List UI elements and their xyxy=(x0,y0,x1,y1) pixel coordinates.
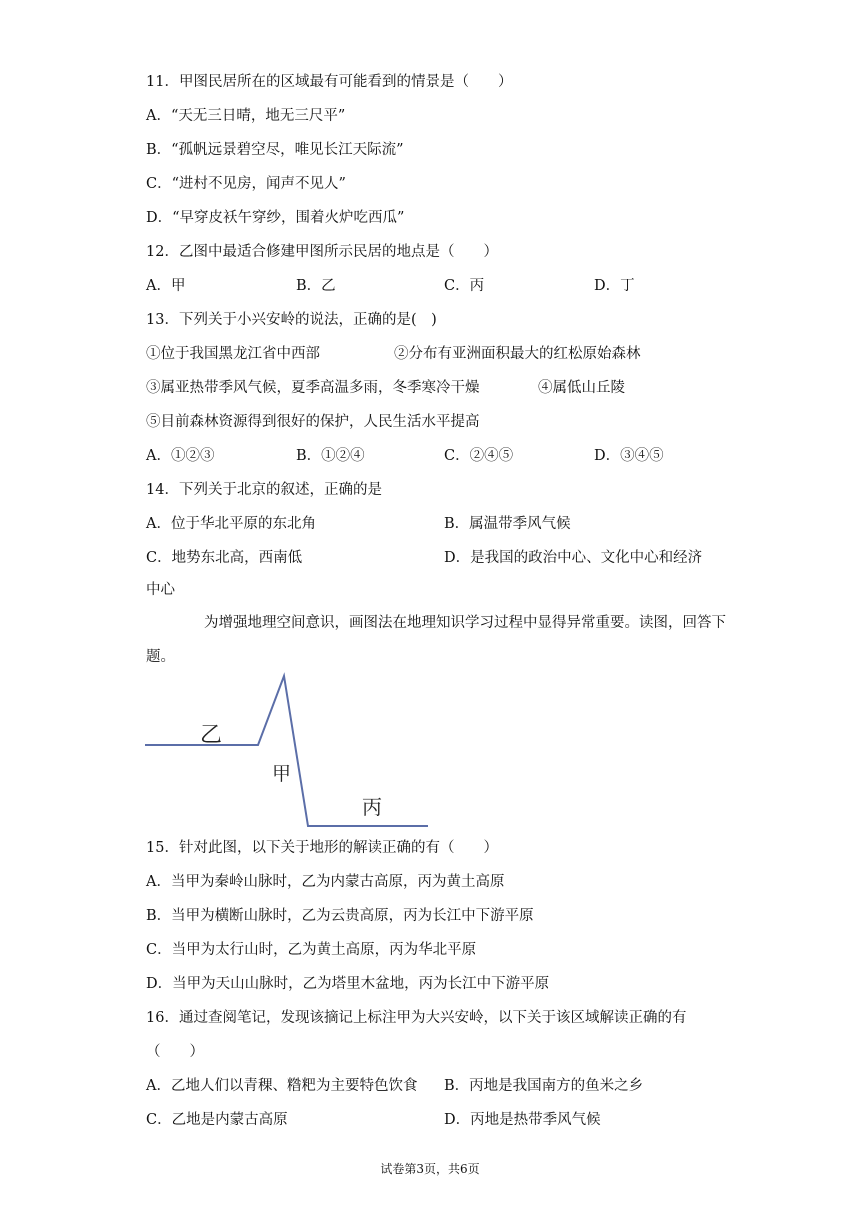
q14-option-b[interactable]: B．属温带季风气候 xyxy=(444,516,571,532)
q14-option-d[interactable]: D．是我国的政治中心、文化中心和经济 xyxy=(444,550,703,566)
q13-statement-3: ③属亚热带季风气候，夏季高温多雨，冬季寒冷干燥 xyxy=(146,380,480,396)
diagram-intro xyxy=(146,606,726,674)
label-bing: 丙 xyxy=(362,795,382,819)
q16-option-a[interactable]: A．乙地人们以青稞、糌粑为主要特色饮食 xyxy=(146,1078,418,1094)
q14-option-c[interactable]: C．地势东北高，西南低 xyxy=(146,550,303,566)
q14-stem: 14．下列关于北京的叙述，正确的是 xyxy=(146,482,382,498)
q12-option-a[interactable]: A．甲 xyxy=(146,278,186,294)
diagram-intro-text: 为增强地理空间意识，画图法在地理知识学习过程中显得异常重要。读图，回答下题。 xyxy=(146,615,726,665)
q13-option-d[interactable]: D．③④⑤ xyxy=(594,448,664,464)
q15-option-c[interactable]: C．当甲为太行山时，乙为黄土高原，丙为华北平原 xyxy=(146,942,477,958)
q12-option-b[interactable]: B．乙 xyxy=(296,278,336,294)
q15-option-b[interactable]: B．当甲为横断山脉时，乙为云贵高原，丙为长江中下游平原 xyxy=(146,908,534,924)
page-footer: 试卷第3页，共6页 xyxy=(380,1162,480,1176)
terrain-profile-diagram xyxy=(140,668,440,834)
q13-statement-1: ①位于我国黑龙江省中西部 xyxy=(146,346,320,362)
q11-stem: 11．甲图民居所在的区域最有可能看到的情景是（ ） xyxy=(146,74,513,90)
q11-option-a[interactable]: A．“天无三日晴，地无三尺平” xyxy=(146,108,346,124)
q12-stem: 12．乙图中最适合修建甲图所示民居的地点是（ ） xyxy=(146,244,498,260)
q13-statement-4: ④属低山丘陵 xyxy=(538,380,625,396)
q12-option-c[interactable]: C．丙 xyxy=(444,278,485,294)
q11-option-b[interactable]: B．“孤帆远景碧空尽，唯见长江天际流” xyxy=(146,142,404,158)
q11-option-c[interactable]: C．“进村不见房，闻声不见人” xyxy=(146,176,346,192)
q13-statement-5: ⑤目前森林资源得到很好的保护，人民生活水平提高 xyxy=(146,414,480,430)
q13-option-b[interactable]: B．①②④ xyxy=(296,448,365,464)
q15-stem: 15．针对此图，以下关于地形的解读正确的有（ ） xyxy=(146,840,498,856)
q11-option-d[interactable]: D．“早穿皮袄午穿纱，围着火炉吃西瓜” xyxy=(146,210,405,226)
q13-statement-2: ②分布有亚洲面积最大的红松原始森林 xyxy=(394,346,641,362)
terrain-profile-line xyxy=(145,676,428,826)
q16-stem-continued: （ ） xyxy=(146,1044,204,1060)
q16-option-b[interactable]: B．丙地是我国南方的鱼米之乡 xyxy=(444,1078,644,1094)
q16-stem: 16．通过查阅笔记，发现该摘记上标注甲为大兴安岭，以下关于该区域解读正确的有 xyxy=(146,1010,687,1026)
q16-option-c[interactable]: C．乙地是内蒙古高原 xyxy=(146,1112,288,1128)
q14-option-d-continued: 中心 xyxy=(146,582,175,598)
q15-option-a[interactable]: A．当甲为秦岭山脉时，乙为内蒙古高原，丙为黄土高原 xyxy=(146,874,505,890)
q15-option-d[interactable]: D．当甲为天山山脉时，乙为塔里木盆地，丙为长江中下游平原 xyxy=(146,976,550,992)
label-yi: 乙 xyxy=(200,723,223,748)
q13-option-c[interactable]: C．②④⑤ xyxy=(444,448,514,464)
label-jia: 甲 xyxy=(272,763,292,785)
q13-stem: 13．下列关于小兴安岭的说法，正确的是( ) xyxy=(146,312,437,328)
q16-option-d[interactable]: D．丙地是热带季风气候 xyxy=(444,1112,601,1128)
q12-option-d[interactable]: D．丁 xyxy=(594,278,635,294)
q13-option-a[interactable]: A．①②③ xyxy=(146,448,215,464)
q14-option-a[interactable]: A．位于华北平原的东北角 xyxy=(146,516,316,532)
